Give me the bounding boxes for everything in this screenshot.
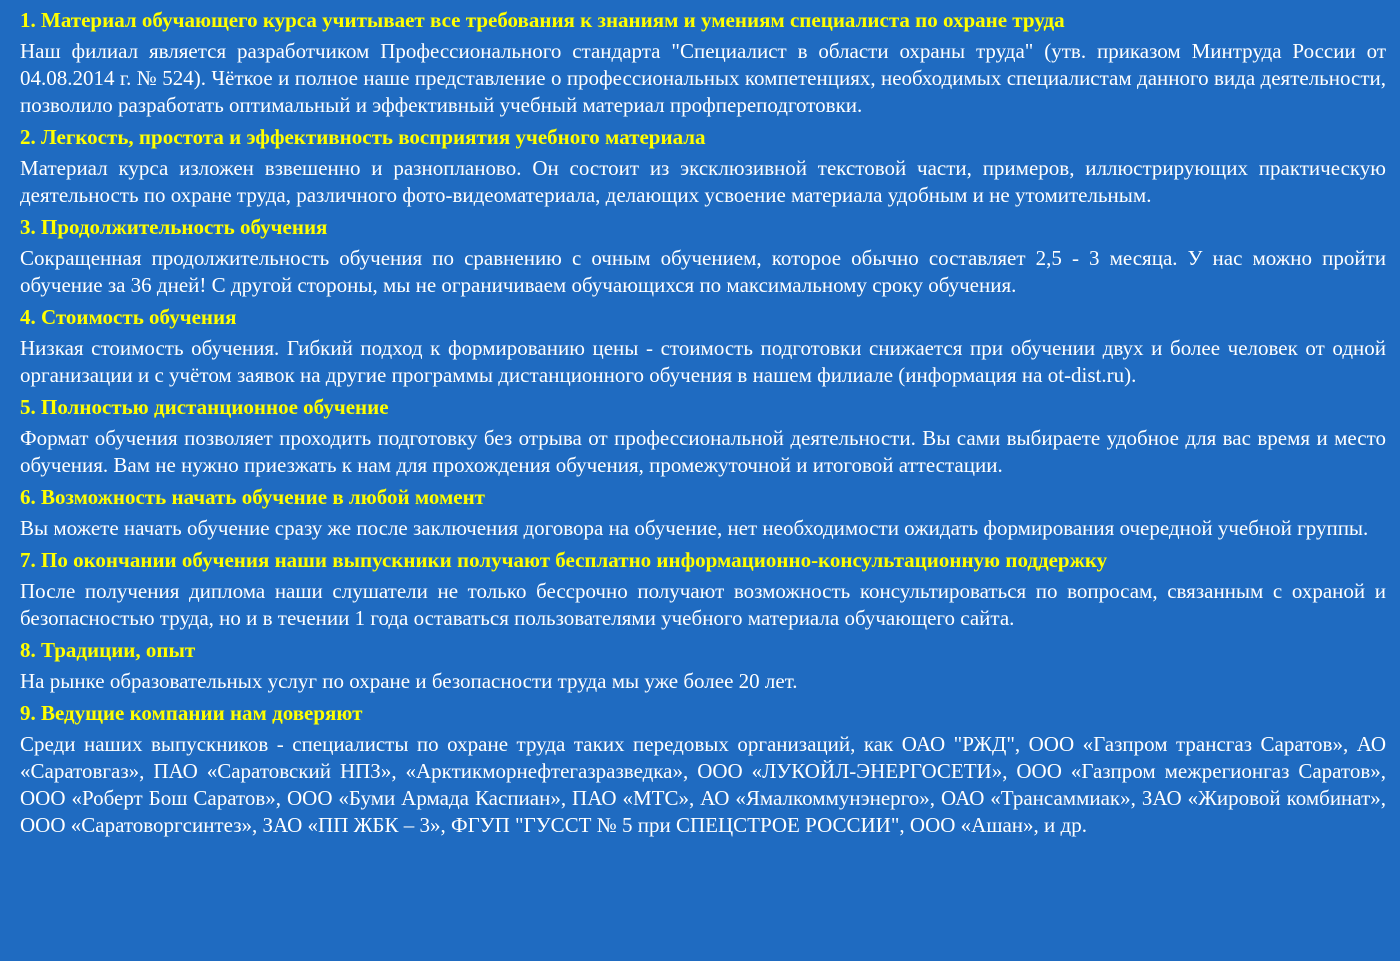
section-heading: 1. Материал обучающего курса учитывает все требования к знаниям и умениям специалиста по охране труда [20,8,1065,32]
section-text: Вы можете начать обучение сразу же после заключения договора на обучение, нет необходимости ожидать формирования очередной учебной группы. [20,516,1369,540]
section-cost [20,303,1386,389]
section-trusted-companies [20,699,1386,839]
section-duration [20,213,1386,299]
section-distance-learning [20,393,1386,479]
section-heading: 4. Стоимость обучения [20,305,237,329]
section-heading: 8. Традиции, опыт [20,638,196,662]
section-heading: 5. Полностью дистанционное обучение [20,395,389,419]
section-text: Наш филиал является разработчиком Профессионального стандарта "Специалист в области охраны труда" (утв. приказом Минтруда России от 04.08.2014 г. № 524). Чёткое и полное наше представление о профессиональных компетенциях, необходимых специалистам данного вида деятельности, позволило разработать оптимальный и эффективный учебный материал профпереподготовки. [20,39,1386,117]
section-course-material [20,6,1386,119]
section-heading: 2. Легкость, простота и эффективность восприятия учебного материала [20,125,706,149]
section-heading: 3. Продолжительность обучения [20,215,328,239]
section-experience [20,636,1386,695]
section-start-anytime [20,483,1386,542]
section-text: Сокращенная продолжительность обучения по сравнению с очным обучением, которое обычно составляет 2,5 - 3 месяца. У нас можно пройти обучение за 36 дней! С другой стороны, мы не ограничиваем обучающихся по максимальному сроку обучения. [20,246,1386,297]
section-ease-of-learning [20,123,1386,209]
section-text: Среди наших выпускников - специалисты по охране труда таких передовых организаций, как ОАО "РЖД", ООО «Газпром трансгаз Саратов», АО «Саратовгаз», ПАО «Саратовский НПЗ», «Арктикморнефтегазразведка», ООО «ЛУКОЙЛ-ЭНЕРГОСЕТИ», ООО «Газпром межрегионгаз Саратов», ООО «Роберт Бош Саратов», ООО «Буми Армада Каспиан», ПАО «МТС», АО «Ямалкоммунэнерго», ОАО «Трансаммиак», ЗАО «Жировой комбинат», ООО «Саратоворгсинтез», ЗАО «ПП ЖБК – 3», ФГУП "ГУССТ № 5 при СПЕЦСТРОЕ РОССИИ", ООО «Ашан», и др. [20,732,1386,837]
section-free-support [20,546,1386,632]
section-text: Материал курса изложен взвешенно и разнопланово. Он состоит из эксклюзивной текстовой части, примеров, иллюстрирующих практическую деятельность по охране труда, различного фото-видеоматериала, делающих усвоение материала удобным и не утомительным. [20,156,1386,207]
section-text: После получения диплома наши слушатели не только бессрочно получают возможность консультироваться по вопросам, связанным с охраной и безопасностью труда, но и в течении 1 года оставаться пользователями учебного материала обучающего сайта. [20,579,1386,630]
section-text: Низкая стоимость обучения. Гибкий подход к формированию цены - стоимость подготовки снижается при обучении двух и более человек от одной организации и с учётом заявок на другие программы дистанционного обучения в нашем филиале (информация на ot-dist.ru). [20,336,1386,387]
section-heading: 7. По окончании обучения наши выпускники получают бесплатно информационно-консультационную поддержку [20,548,1108,572]
section-text: На рынке образовательных услуг по охране и безопасности труда мы уже более 20 лет. [20,669,798,693]
section-heading: 9. Ведущие компании нам доверяют [20,701,363,725]
section-heading: 6. Возможность начать обучение в любой момент [20,485,485,509]
section-text: Формат обучения позволяет проходить подготовку без отрыва от профессиональной деятельности. Вы сами выбираете удобное для вас время и место обучения. Вам не нужно приезжать к нам для прохождения обучения, промежуточной и итоговой аттестации. [20,426,1386,477]
